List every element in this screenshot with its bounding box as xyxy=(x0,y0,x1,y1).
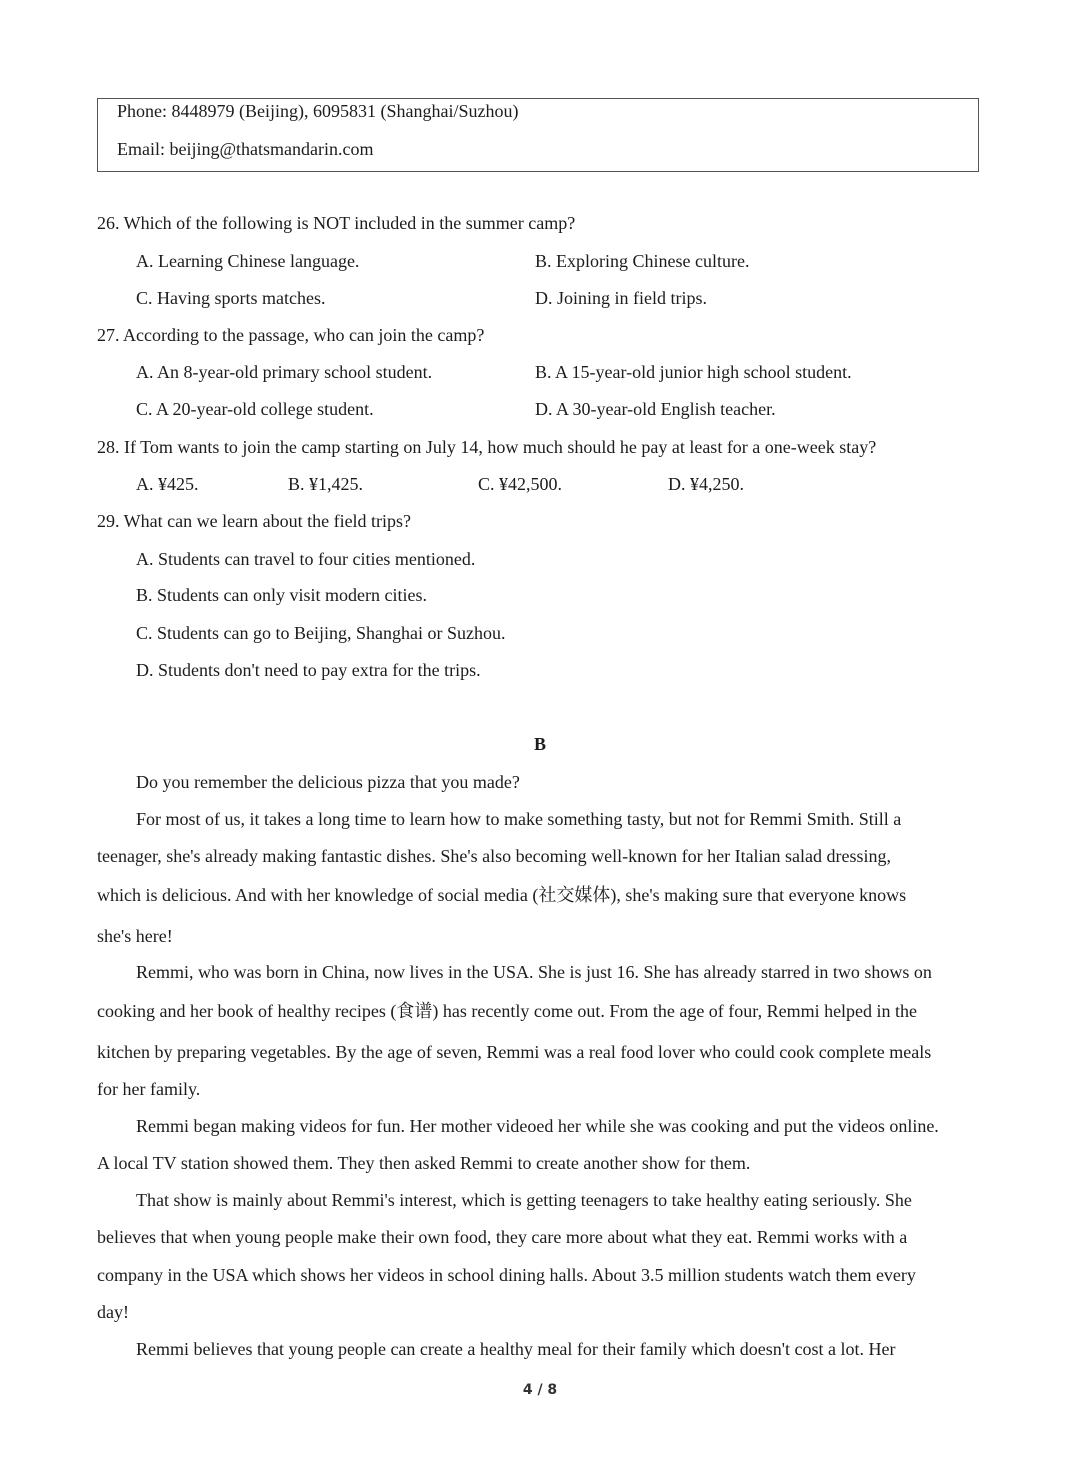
page-number: 4 / 8 xyxy=(522,1382,558,1398)
passage-line: for her family. xyxy=(97,1079,201,1099)
passage-line: believes that when young people make their own food, they care more about what they eat. Remmi works with a xyxy=(97,1227,908,1247)
question-28-option-d: D. ¥4,250. xyxy=(668,474,744,494)
passage-line: Remmi, who was born in China, now lives in the USA. She is just 16. She has already starred in two shows on xyxy=(136,962,932,982)
question-26-option-d: D. Joining in field trips. xyxy=(535,288,707,308)
contact-email: Email: beijing@thatsmandarin.com xyxy=(117,139,374,159)
passage-line: For most of us, it takes a long time to learn how to make something tasty, but not for Remmi Smith. Still a xyxy=(136,809,902,829)
question-28-option-a: A. ¥425. xyxy=(136,474,199,494)
question-29-option-c: C. Students can go to Beijing, Shanghai or Suzhou. xyxy=(136,623,506,643)
question-28-option-c: C. ¥42,500. xyxy=(478,474,563,494)
question-26-option-a: A. Learning Chinese language. xyxy=(136,251,360,271)
passage-line: That show is mainly about Remmi's interest, which is getting teenagers to take healthy eating seriously. She xyxy=(136,1190,912,1210)
question-26-stem: 26. Which of the following is NOT included in the summer camp? xyxy=(97,213,576,233)
question-26-option-b: B. Exploring Chinese culture. xyxy=(535,251,750,271)
passage-line: A local TV station showed them. They then asked Remmi to create another show for them. xyxy=(97,1153,751,1173)
question-27-option-c: C. A 20-year-old college student. xyxy=(136,399,374,419)
passage-line: day! xyxy=(97,1302,129,1322)
passage-line: which is delicious. And with her knowledge of social media (社交媒体), she's making sure that everyone knows xyxy=(97,885,907,905)
question-29-option-d: D. Students don't need to pay extra for the trips. xyxy=(136,660,481,680)
passage-line: cooking and her book of healthy recipes (食谱) has recently come out. From the age of four, Remmi helped in the xyxy=(97,1001,918,1021)
passage-line: Do you remember the delicious pizza that you made? xyxy=(136,772,520,792)
passage-line: kitchen by preparing vegetables. By the age of seven, Remmi was a real food lover who could cook complete meals xyxy=(97,1042,932,1062)
contact-phone: Phone: 8448979 (Beijing), 6095831 (Shanghai/Suzhou) xyxy=(117,101,519,121)
question-27-option-b: B. A 15-year-old junior high school student. xyxy=(535,362,852,382)
passage-line: Remmi believes that young people can create a healthy meal for their family which doesn't cost a lot. Her xyxy=(136,1339,896,1359)
question-29-stem: 29. What can we learn about the field trips? xyxy=(97,511,412,531)
question-29-option-a: A. Students can travel to four cities mentioned. xyxy=(136,549,476,569)
passage-line: company in the USA which shows her videos in school dining halls. About 3.5 million students watch them every xyxy=(97,1265,916,1285)
question-28-option-b: B. ¥1,425. xyxy=(288,474,364,494)
question-29-option-b: B. Students can only visit modern cities. xyxy=(136,585,427,605)
passage-line: Remmi began making videos for fun. Her mother videoed her while she was cooking and put the videos online. xyxy=(136,1116,939,1136)
question-27-option-d: D. A 30-year-old English teacher. xyxy=(535,399,776,419)
question-26-option-c: C. Having sports matches. xyxy=(136,288,326,308)
question-27-option-a: A. An 8-year-old primary school student. xyxy=(136,362,433,382)
passage-line: teenager, she's already making fantastic dishes. She's also becoming well-known for her Italian salad dressing, xyxy=(97,846,892,866)
passage-line: she's here! xyxy=(97,926,173,946)
section-b-heading: B xyxy=(533,734,546,754)
question-28-stem: 28. If Tom wants to join the camp starting on July 14, how much should he pay at least for a one-week stay? xyxy=(97,437,877,457)
question-27-stem: 27. According to the passage, who can join the camp? xyxy=(97,325,485,345)
